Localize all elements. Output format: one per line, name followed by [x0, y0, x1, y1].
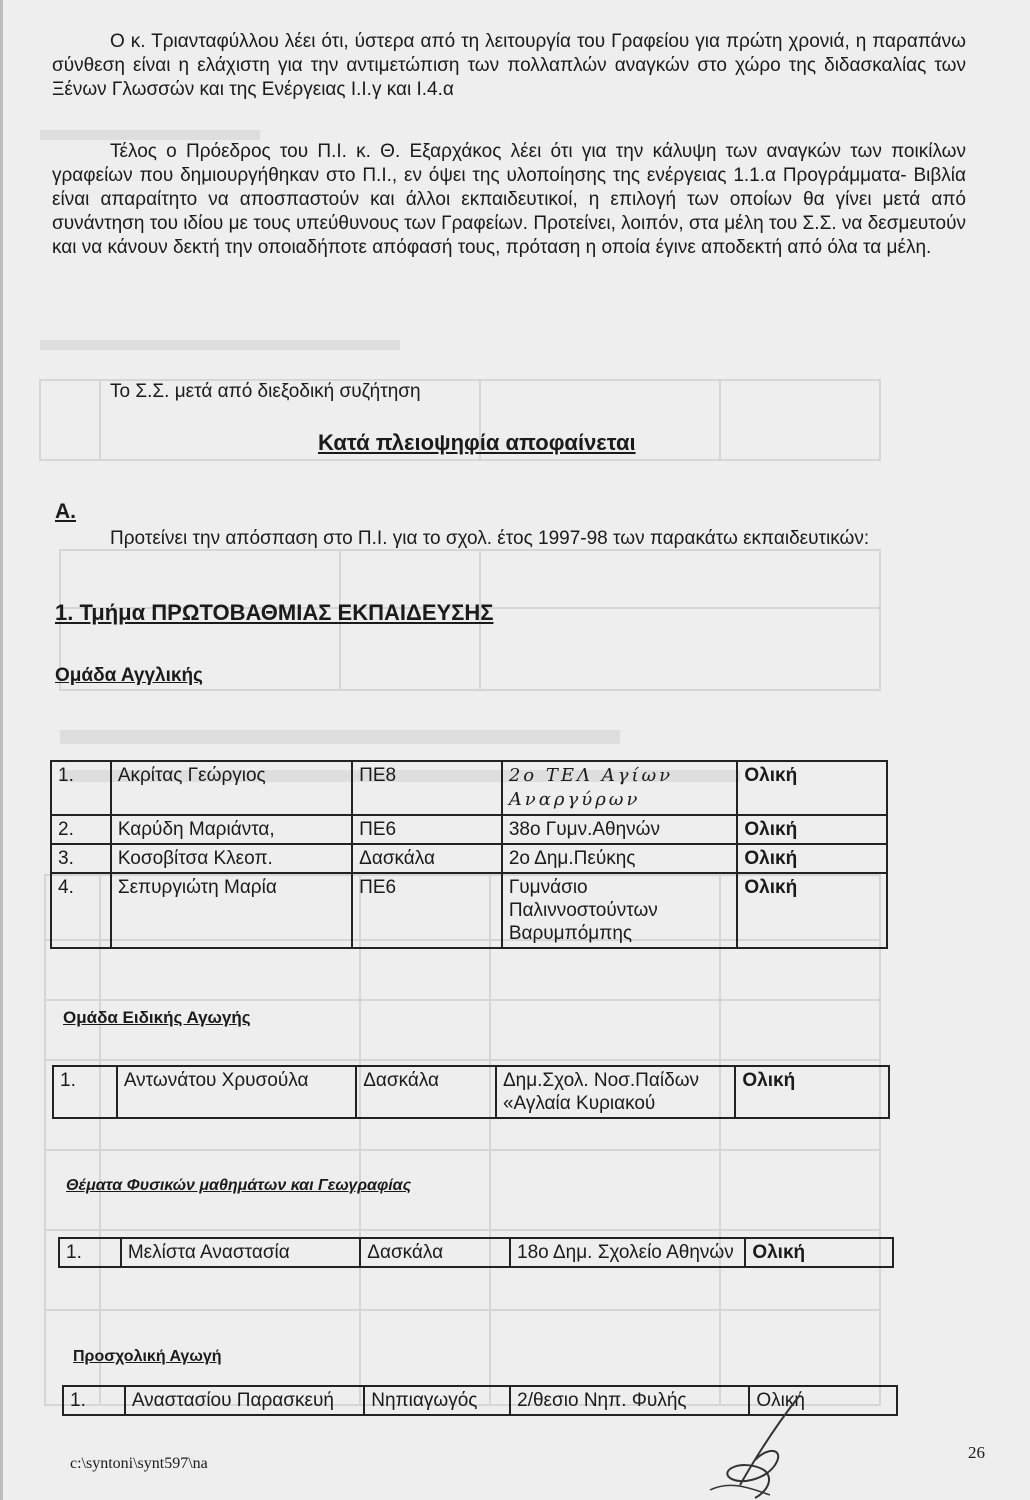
section-a-text — [52, 527, 970, 551]
special-education-table — [52, 1065, 890, 1119]
intro-paragraph-3: Το Σ.Σ. μετά από διεξοδική συζήτηση — [110, 381, 421, 402]
teacher-name: Αντωνάτου Χρυσούλα — [117, 1066, 356, 1118]
preschool-group-title: Προσχολική Αγωγή — [73, 1348, 222, 1365]
table-row — [51, 844, 887, 873]
row-number: 3. — [51, 844, 111, 873]
specialty: ΠΕ8 — [352, 761, 502, 815]
teacher-name: Μελίστα Αναστασία — [121, 1238, 360, 1267]
school: 18ο Δημ. Σχολείο Αθηνών — [510, 1238, 745, 1267]
row-number: 1. — [63, 1386, 125, 1415]
teacher-name: Κοσοβίτσα Κλεοπ. — [111, 844, 352, 873]
teacher-name: Ακρίτας Γεώργιος — [111, 761, 352, 815]
secondment-type: Ολική — [737, 815, 887, 844]
section-a-text-body: Προτείνει την απόσπαση στο Π.Ι. για το σχολ. έτος 1997-98 των παρακάτω εκπαιδευτικών: — [110, 528, 870, 549]
science-table — [58, 1237, 894, 1268]
table-row — [51, 815, 887, 844]
section1-title: 1. Τμήμα ΠΡΩΤΟΒΑΘΜΙΑΣ ΕΚΠΑΙΔΕΥΣΗΣ — [55, 600, 494, 625]
special-education-group-title: Ομάδα Ειδικής Αγωγής — [63, 1008, 251, 1027]
page-number: 26 — [968, 1443, 985, 1462]
science-group-title: Θέματα Φυσικών μαθημάτων και Γεωγραφίας — [66, 1177, 412, 1194]
english-group-title: Ομάδα Αγγλικής — [55, 665, 203, 686]
secondment-type: Ολική — [737, 873, 887, 948]
intro-paragraph-2 — [52, 140, 966, 260]
specialty: Δασκάλα — [356, 1066, 496, 1118]
teacher-name: Σεπυργιώτη Μαρία — [111, 873, 352, 948]
table-row — [53, 1066, 889, 1118]
specialty: ΠΕ6 — [352, 873, 502, 948]
decision-title: Κατά πλειοψηφία αποφαίνεται — [318, 430, 636, 455]
intro-paragraph-1-text: Ο κ. Τριανταφύλλου λέει ότι, ύστερα από τη λειτουργία του Γραφείου για πρώτη χρονιά, η παραπάνω σύνθεση είναι η ελάχιστη για την αντιμετώπιση των πολλαπλών αναγκών στο χώρο της διδασκαλίας των Ξένων Γλωσσών και της Ενέργειας Ι.Ι.γ και Ι.4.α — [52, 31, 966, 100]
teacher-name: Καρύδη Μαριάντα, — [111, 815, 352, 844]
specialty: Δασκάλα — [360, 1238, 510, 1267]
specialty: ΠΕ6 — [352, 815, 502, 844]
specialty: Δασκάλα — [352, 844, 502, 873]
row-number: 2. — [51, 815, 111, 844]
row-number: 1. — [51, 761, 111, 815]
row-number: 4. — [51, 873, 111, 948]
intro-paragraph-2-text: Τέλος ο Πρόεδρος του Π.Ι. κ. Θ. Εξαρχάκος λέει ότι για την κάλυψη των αναγκών των ποικίλων γραφείων που δημιουργήθηκαν στο Π.Ι., εν όψει της υλοποίησης της ενέργειας 1.1.α Προγράμματα- Βιβλία είναι απαραίτητο να αποσπαστούν και άλλοι εκπαιδευτικοί, η επιλογή των οποίων θα γίνει μετά από συνάντηση του ιδίου με τους υπεύθυνους των Γραφείων. Προτείνει, λοιπόν, στα μέλη του Σ.Σ. να δεσμευτούν και να κάνουν δεκτή την οποιαδήποτε απόφασή τους, πρόταση η οποία έγινε αποδεκτή από όλα τα μέλη. — [52, 141, 966, 258]
secondment-type: Ολική — [749, 1386, 897, 1415]
row-number: 1. — [59, 1238, 121, 1267]
table-row — [51, 761, 887, 815]
school: 38ο Γυμν.Αθηνών — [502, 815, 738, 844]
school: 2ο Δημ.Πεύκης — [502, 844, 738, 873]
row-number: 1. — [53, 1066, 117, 1118]
specialty: Νηπιαγωγός — [364, 1386, 510, 1415]
signature — [700, 1390, 820, 1500]
teacher-name: Αναστασίου Παρασκευή — [125, 1386, 364, 1415]
school: 2/θεσιο Νηπ. Φυλής — [510, 1386, 749, 1415]
english-table — [50, 760, 888, 949]
secondment-type: Ολική — [737, 844, 887, 873]
school: Γυμνάσιο Παλιννοστούντων Βαρυμπόμπης — [502, 873, 738, 948]
file-path: c:\syntoni\synt597\na — [70, 1455, 208, 1472]
secondment-type: Ολική — [737, 761, 887, 815]
secondment-type: Ολική — [745, 1238, 893, 1267]
school: Δημ.Σχολ. Νοσ.Παίδων «Αγλαία Κυριακού — [496, 1066, 735, 1118]
school-handwritten: 2ο ΤΕΛ Αγίων Αναργύρων — [502, 761, 738, 815]
intro-paragraph-1 — [52, 30, 966, 102]
secondment-type: Ολική — [735, 1066, 889, 1118]
table-row — [51, 873, 887, 948]
table-row — [59, 1238, 893, 1267]
section-a-label: Α. — [55, 500, 76, 523]
